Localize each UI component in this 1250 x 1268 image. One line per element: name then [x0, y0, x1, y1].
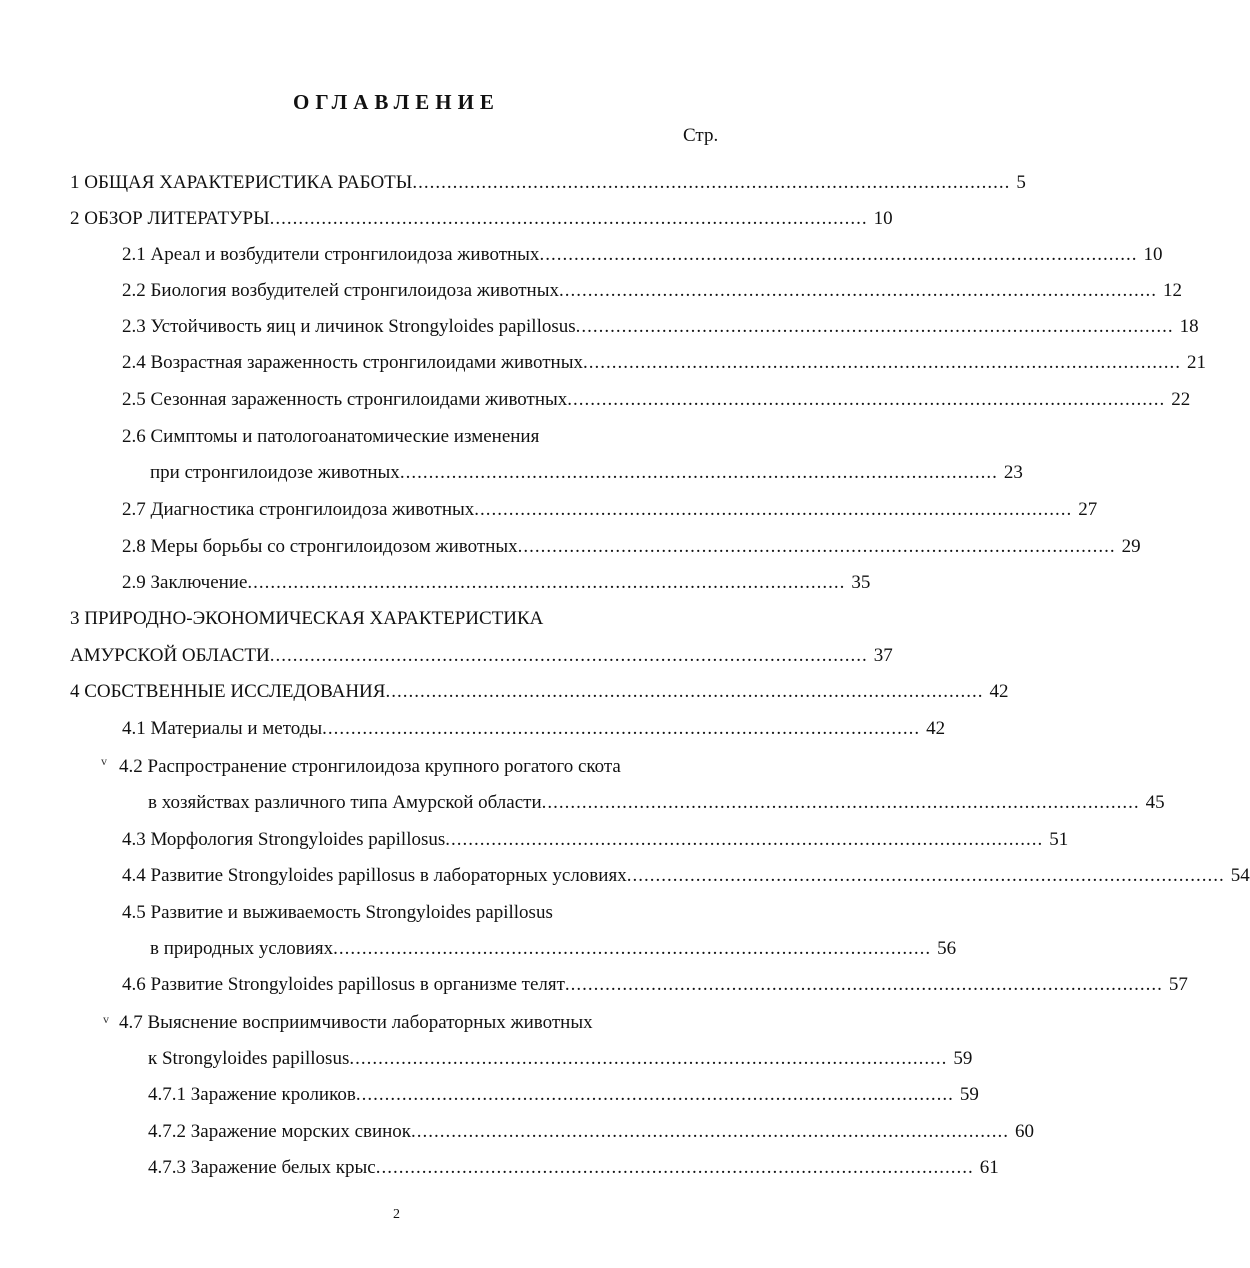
handwritten-check-mark: v — [101, 754, 107, 768]
toc-entry: в природных условиях ........................................................................................................ 56 — [150, 938, 957, 959]
toc-entry: 4.2 Распространение стронгилоидоза крупного рогатого скота — [119, 756, 621, 777]
toc-entry: 4.4 Развитие Strongyloides papillosus в лабораторных условиях ........................................................................................................ 54 — [122, 865, 1250, 886]
page-column-header: Стр. — [683, 125, 719, 146]
toc-entry: 1 ОБЩАЯ ХАРАКТЕРИСТИКА РАБОТЫ ........................................................................................................ 5 — [70, 172, 1026, 193]
toc-entry: 4.7 Выяснение восприимчивости лабораторных животных — [119, 1012, 593, 1033]
toc-entry: к Strongyloides papillosus ........................................................................................................ 59 — [148, 1048, 973, 1069]
toc-entry: 2 ОБЗОР ЛИТЕРАТУРЫ ........................................................................................................ 10 — [70, 208, 893, 229]
toc-entry: в хозяйствах различного типа Амурской области ........................................................................................................ 45 — [148, 792, 1165, 813]
toc-entry: 4.6 Развитие Strongyloides papillosus в организме телят ........................................................................................................ 57 — [122, 974, 1188, 995]
toc-entry: 4 СОБСТВЕННЫЕ ИССЛЕДОВАНИЯ ........................................................................................................ 42 — [70, 681, 1009, 702]
toc-title: ОГЛАВЛЕНИЕ — [293, 90, 500, 114]
toc-entry: 4.7.1 Заражение кроликов ........................................................................................................ 59 — [148, 1084, 979, 1105]
toc-entry: 4.7.3 Заражение белых крыс ........................................................................................................ 61 — [148, 1157, 999, 1178]
toc-entry: 2.5 Сезонная зараженность стронгилоидами животных ........................................................................................................ 22 — [122, 389, 1191, 410]
toc-entry: 2.8 Меры борьбы со стронгилоидозом животных ........................................................................................................ 29 — [122, 536, 1141, 557]
toc-entry: 2.1 Ареал и возбудители стронгилоидоза животных ........................................................................................................ 10 — [122, 244, 1163, 265]
toc-entry: при стронгилоидозе животных ........................................................................................................ 23 — [150, 462, 1023, 483]
handwritten-check-mark: v — [103, 1012, 109, 1026]
toc-entry: 2.4 Возрастная зараженность стронгилоидами животных ........................................................................................................ 21 — [122, 352, 1206, 373]
toc-entry: 2.7 Диагностика стронгилоидоза животных ........................................................................................................ 27 — [122, 499, 1098, 520]
toc-entry: 4.7.2 Заражение морских свинок ........................................................................................................ 60 — [148, 1121, 1035, 1142]
toc-entry: 4.5 Развитие и выживаемость Strongyloides papillosus — [122, 902, 553, 923]
page-number: 2 — [393, 1207, 400, 1222]
toc-entry: 3 ПРИРОДНО-ЭКОНОМИЧЕСКАЯ ХАРАКТЕРИСТИКА — [70, 608, 544, 629]
toc-entry: 2.2 Биология возбудителей стронгилоидоза животных ........................................................................................................ 12 — [122, 280, 1182, 301]
toc-entry: 2.6 Симптомы и патологоанатомические изменения — [122, 426, 540, 447]
toc-entry: 4.1 Материалы и методы ........................................................................................................ 42 — [122, 718, 946, 739]
toc-entry: 2.3 Устойчивость яиц и личинок Strongyloides papillosus ........................................................................................................ 18 — [122, 316, 1199, 337]
toc-entry: 2.9 Заключение ........................................................................................................ 35 — [122, 572, 871, 593]
toc-entry: АМУРСКОЙ ОБЛАСТИ ........................................................................................................ 37 — [70, 645, 893, 666]
toc-entry: 4.3 Морфология Strongyloides papillosus ........................................................................................................ 51 — [122, 829, 1069, 850]
